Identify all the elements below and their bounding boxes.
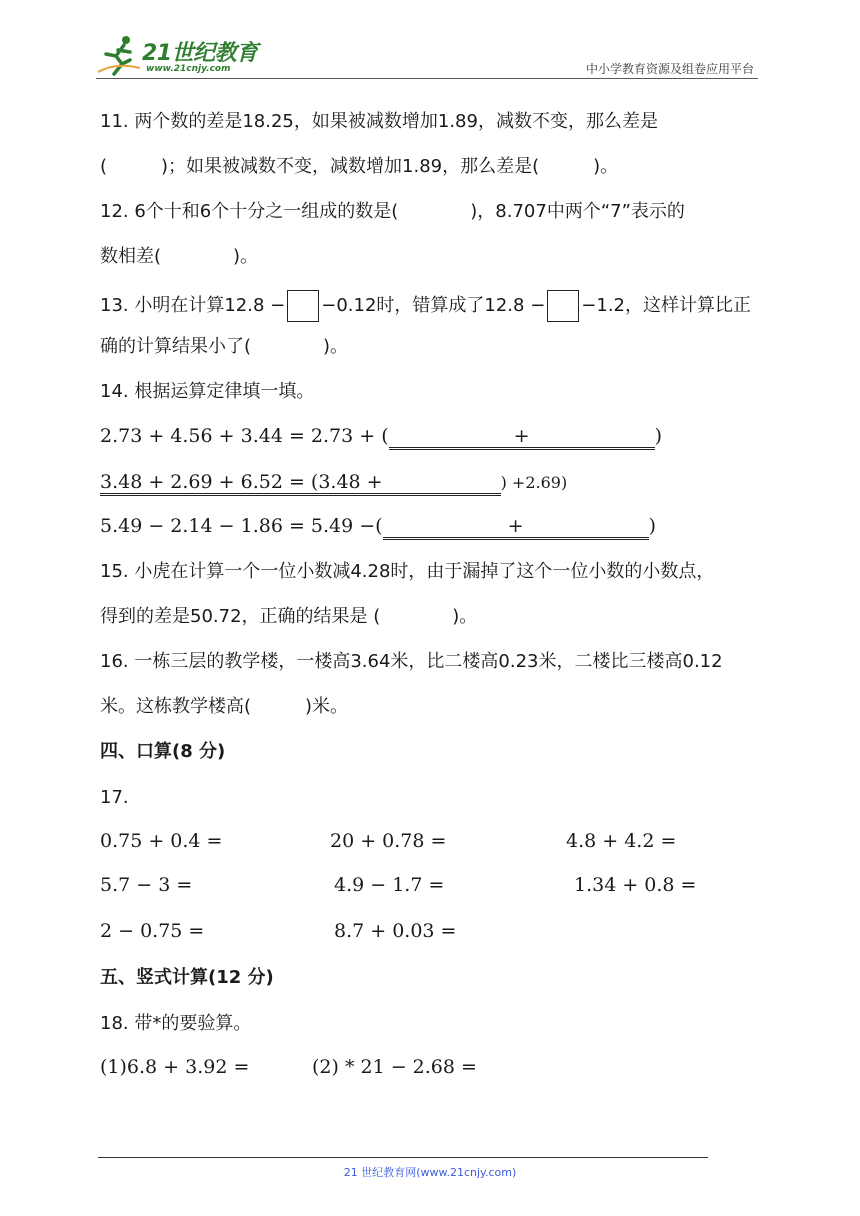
q14-row2 [100, 471, 567, 496]
q17-item-3: 4.8 + 4.2 = [566, 830, 677, 852]
q18-title: 18. 带*的要验算。 [100, 1013, 252, 1034]
q14-title: 14. 根据运算定律填一填。 [100, 381, 315, 402]
q17-item-5: 4.9 − 1.7 = [334, 874, 445, 896]
q16-line1: 16. 一栋三层的教学楼，一楼高3.64米，比二楼高0.23米，二楼比三楼高0.12 [100, 651, 723, 672]
logo-text: 21世纪教育 [142, 41, 258, 66]
footer-text: 21 世纪教育网(www.21cnjy.com) [343, 1166, 517, 1179]
q17-item-2: 20 + 0.78 = [330, 830, 447, 852]
q17-item-1: 0.75 + 0.4 = [100, 830, 223, 852]
q13-blank-box-1[interactable] [287, 290, 319, 322]
q13-line2: 确的计算结果小了( )。 [100, 336, 349, 357]
runner-logo-icon [96, 34, 142, 78]
q14-r3-plus: + [507, 515, 524, 537]
q17-label: 17. [100, 787, 129, 808]
section4-heading: 四、口算(8 分) [100, 741, 226, 762]
q18-item-2: (2) * 21 − 2.68 = [312, 1056, 477, 1078]
q13-text-c: −1.2，这样计算比正 [581, 295, 751, 316]
q16-line2: 米。这栋教学楼高( )米。 [100, 696, 349, 717]
q14-r1-left: 2.73 + 4.56 + 3.44 = 2.73 + ( [100, 425, 389, 447]
header-tagline: 中小学教育资源及组卷应用平台 [585, 62, 754, 76]
section5-heading: 五、竖式计算(12 分) [100, 967, 274, 988]
q14-row3 [100, 515, 656, 540]
q14-r3-left: 5.49 − 2.14 − 1.86 = 5.49 −( [100, 515, 383, 537]
logo [96, 34, 266, 78]
q11-line2: ( )；如果被减数不变，减数增加1.89，那么差是( )。 [100, 156, 619, 177]
q12-line2: 数相差( )。 [100, 246, 259, 267]
q14-r1-plus: + [513, 425, 530, 447]
q13-line1 [100, 290, 751, 322]
q14-r1-right: ) [654, 425, 663, 447]
q15-line1: 15. 小虎在计算一个一位小数减4.28时，由于漏掉了这个一位小数的小数点， [100, 561, 715, 582]
q17-item-4: 5.7 − 3 = [100, 874, 193, 896]
q14-r1-blank[interactable] [389, 425, 655, 450]
q13-text-b: −0.12时，错算成了12.8 − [321, 295, 546, 316]
q12-line1: 12. 6个十和6个十分之一组成的数是( )，8.707中两个“7”表示的 [100, 201, 685, 222]
q14-r2-left: 3.48 + 2.69 + 6.52 = (3.48 + [100, 471, 383, 496]
q13-blank-box-2[interactable] [547, 290, 579, 322]
q17-item-6: 1.34 + 0.8 = [574, 874, 697, 896]
q14-r2-right: ) +2.69) [500, 473, 568, 492]
q15-line2: 得到的差是50.72，正确的结果是 ( )。 [100, 606, 478, 627]
q18-item-1: (1)6.8 + 3.92 = [100, 1056, 250, 1078]
q14-row1 [100, 425, 662, 450]
q14-r2-blank[interactable] [383, 471, 501, 496]
q14-r3-right: ) [648, 515, 657, 537]
q17-item-8: 8.7 + 0.03 = [334, 920, 457, 942]
header-divider [96, 78, 758, 79]
q13-text-a: 13. 小明在计算12.8 − [100, 295, 286, 316]
q17-item-7: 2 − 0.75 = [100, 920, 205, 942]
footer-divider [98, 1157, 708, 1158]
q11-line1: 11. 两个数的差是18.25，如果被减数增加1.89，减数不变，那么差是 [100, 111, 658, 132]
page-header [96, 30, 758, 80]
q14-r3-blank[interactable] [383, 515, 649, 540]
logo-url: www.21cnjy.com [146, 64, 231, 74]
